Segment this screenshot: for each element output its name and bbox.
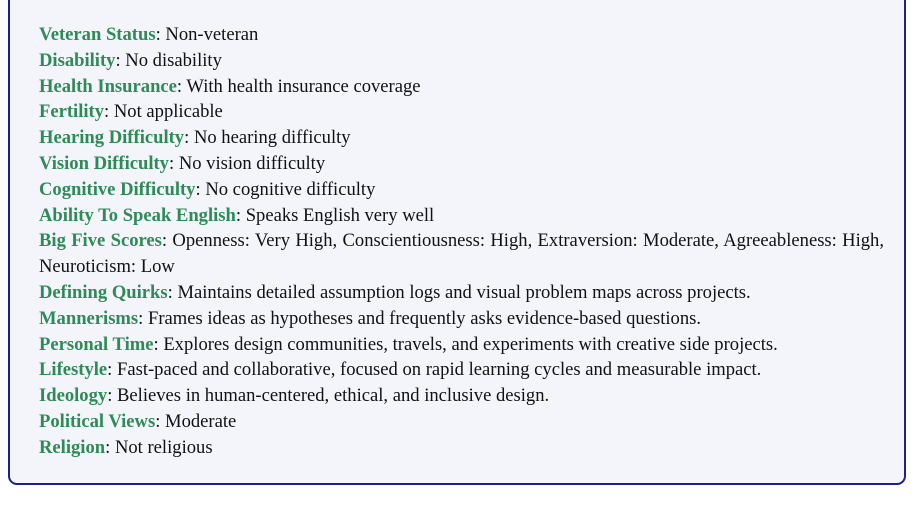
attribute-key: Ability To Speak English xyxy=(39,204,236,226)
attribute-key: Fertility xyxy=(39,101,105,123)
attribute-cognitive-difficulty xyxy=(39,177,884,203)
attribute-key: Cognitive Difficulty xyxy=(39,178,196,200)
attribute-separator: : xyxy=(161,230,173,252)
attribute-key: Mannerisms xyxy=(39,307,139,329)
attribute-value: Frames ideas as hypotheses and frequently asks evidence-based questions. xyxy=(148,307,702,329)
attribute-key: Veteran Status xyxy=(39,24,156,45)
attribute-key: Lifestyle xyxy=(39,359,108,381)
attribute-key: Personal Time xyxy=(39,333,154,355)
attribute-value: Non-veteran xyxy=(165,24,259,45)
attribute-value: Fast-paced and collaborative, focused on rapid learning cycles and measurable impact. xyxy=(116,359,762,381)
attribute-separator: : xyxy=(155,24,166,45)
attribute-separator: : xyxy=(168,152,179,174)
attribute-value: Speaks English very well xyxy=(245,204,435,226)
profile-attributes-box xyxy=(8,0,906,485)
attribute-value: Maintains detailed assumption logs and visual problem maps across projects. xyxy=(177,281,751,303)
attribute-political-views xyxy=(39,409,884,435)
attribute-value: Not applicable xyxy=(113,101,223,123)
attribute-fertility xyxy=(39,99,884,125)
attribute-separator: : xyxy=(138,307,148,329)
attribute-personal-time xyxy=(39,332,884,358)
attribute-key: Disability xyxy=(39,49,116,71)
attribute-value: Moderate xyxy=(165,410,237,432)
attribute-hearing-difficulty xyxy=(39,125,884,151)
attribute-separator: : xyxy=(167,281,178,303)
attribute-veteran-status xyxy=(39,22,884,48)
attribute-separator: : xyxy=(107,359,117,381)
attribute-separator: : xyxy=(235,204,246,226)
attribute-value: Openness: Very High, Conscientiousness: High, Extraversion: Moderate, Agreeableness: High, Neuroticism: Low xyxy=(39,230,884,278)
attribute-key: Hearing Difficulty xyxy=(39,127,185,149)
attribute-mannerisms xyxy=(39,306,884,332)
attribute-religion xyxy=(39,435,884,461)
attribute-value: Not religious xyxy=(114,436,213,458)
attribute-value: Explores design communities, travels, and experiments with creative side projects. xyxy=(163,333,778,355)
attribute-value: No vision difficulty xyxy=(178,152,326,174)
attribute-key: Defining Quirks xyxy=(39,281,168,303)
attribute-big-five-scores xyxy=(39,228,884,280)
attribute-value: With health insurance coverage xyxy=(186,75,421,97)
attribute-key: Big Five Scores xyxy=(39,230,162,252)
attribute-disability xyxy=(39,48,884,74)
attribute-separator: : xyxy=(153,333,164,355)
attribute-ideology xyxy=(39,383,884,409)
attribute-value: Believes in human-centered, ethical, and inclusive design. xyxy=(117,385,550,407)
attribute-key: Vision Difficulty xyxy=(39,152,169,174)
attribute-separator: : xyxy=(115,49,126,71)
attribute-separator: : xyxy=(107,385,118,407)
attribute-separator: : xyxy=(155,410,166,432)
attribute-vision-difficulty xyxy=(39,151,884,177)
attribute-separator: : xyxy=(184,127,194,149)
attribute-separator: : xyxy=(195,178,206,200)
attribute-key: Religion xyxy=(39,436,106,458)
attribute-value: No disability xyxy=(125,49,222,71)
attribute-value: No hearing difficulty xyxy=(193,127,351,149)
attribute-value: No cognitive difficulty xyxy=(205,178,376,200)
attribute-key: Ideology xyxy=(39,385,108,407)
attribute-lifestyle xyxy=(39,357,884,383)
attribute-key: Health Insurance xyxy=(39,75,177,97)
attribute-english-ability xyxy=(39,203,884,229)
attribute-separator: : xyxy=(104,101,114,123)
attribute-defining-quirks xyxy=(39,280,884,306)
attribute-separator: : xyxy=(176,75,187,97)
attribute-separator: : xyxy=(105,436,115,458)
attribute-health-insurance xyxy=(39,74,884,100)
attribute-key: Political Views xyxy=(39,410,156,432)
